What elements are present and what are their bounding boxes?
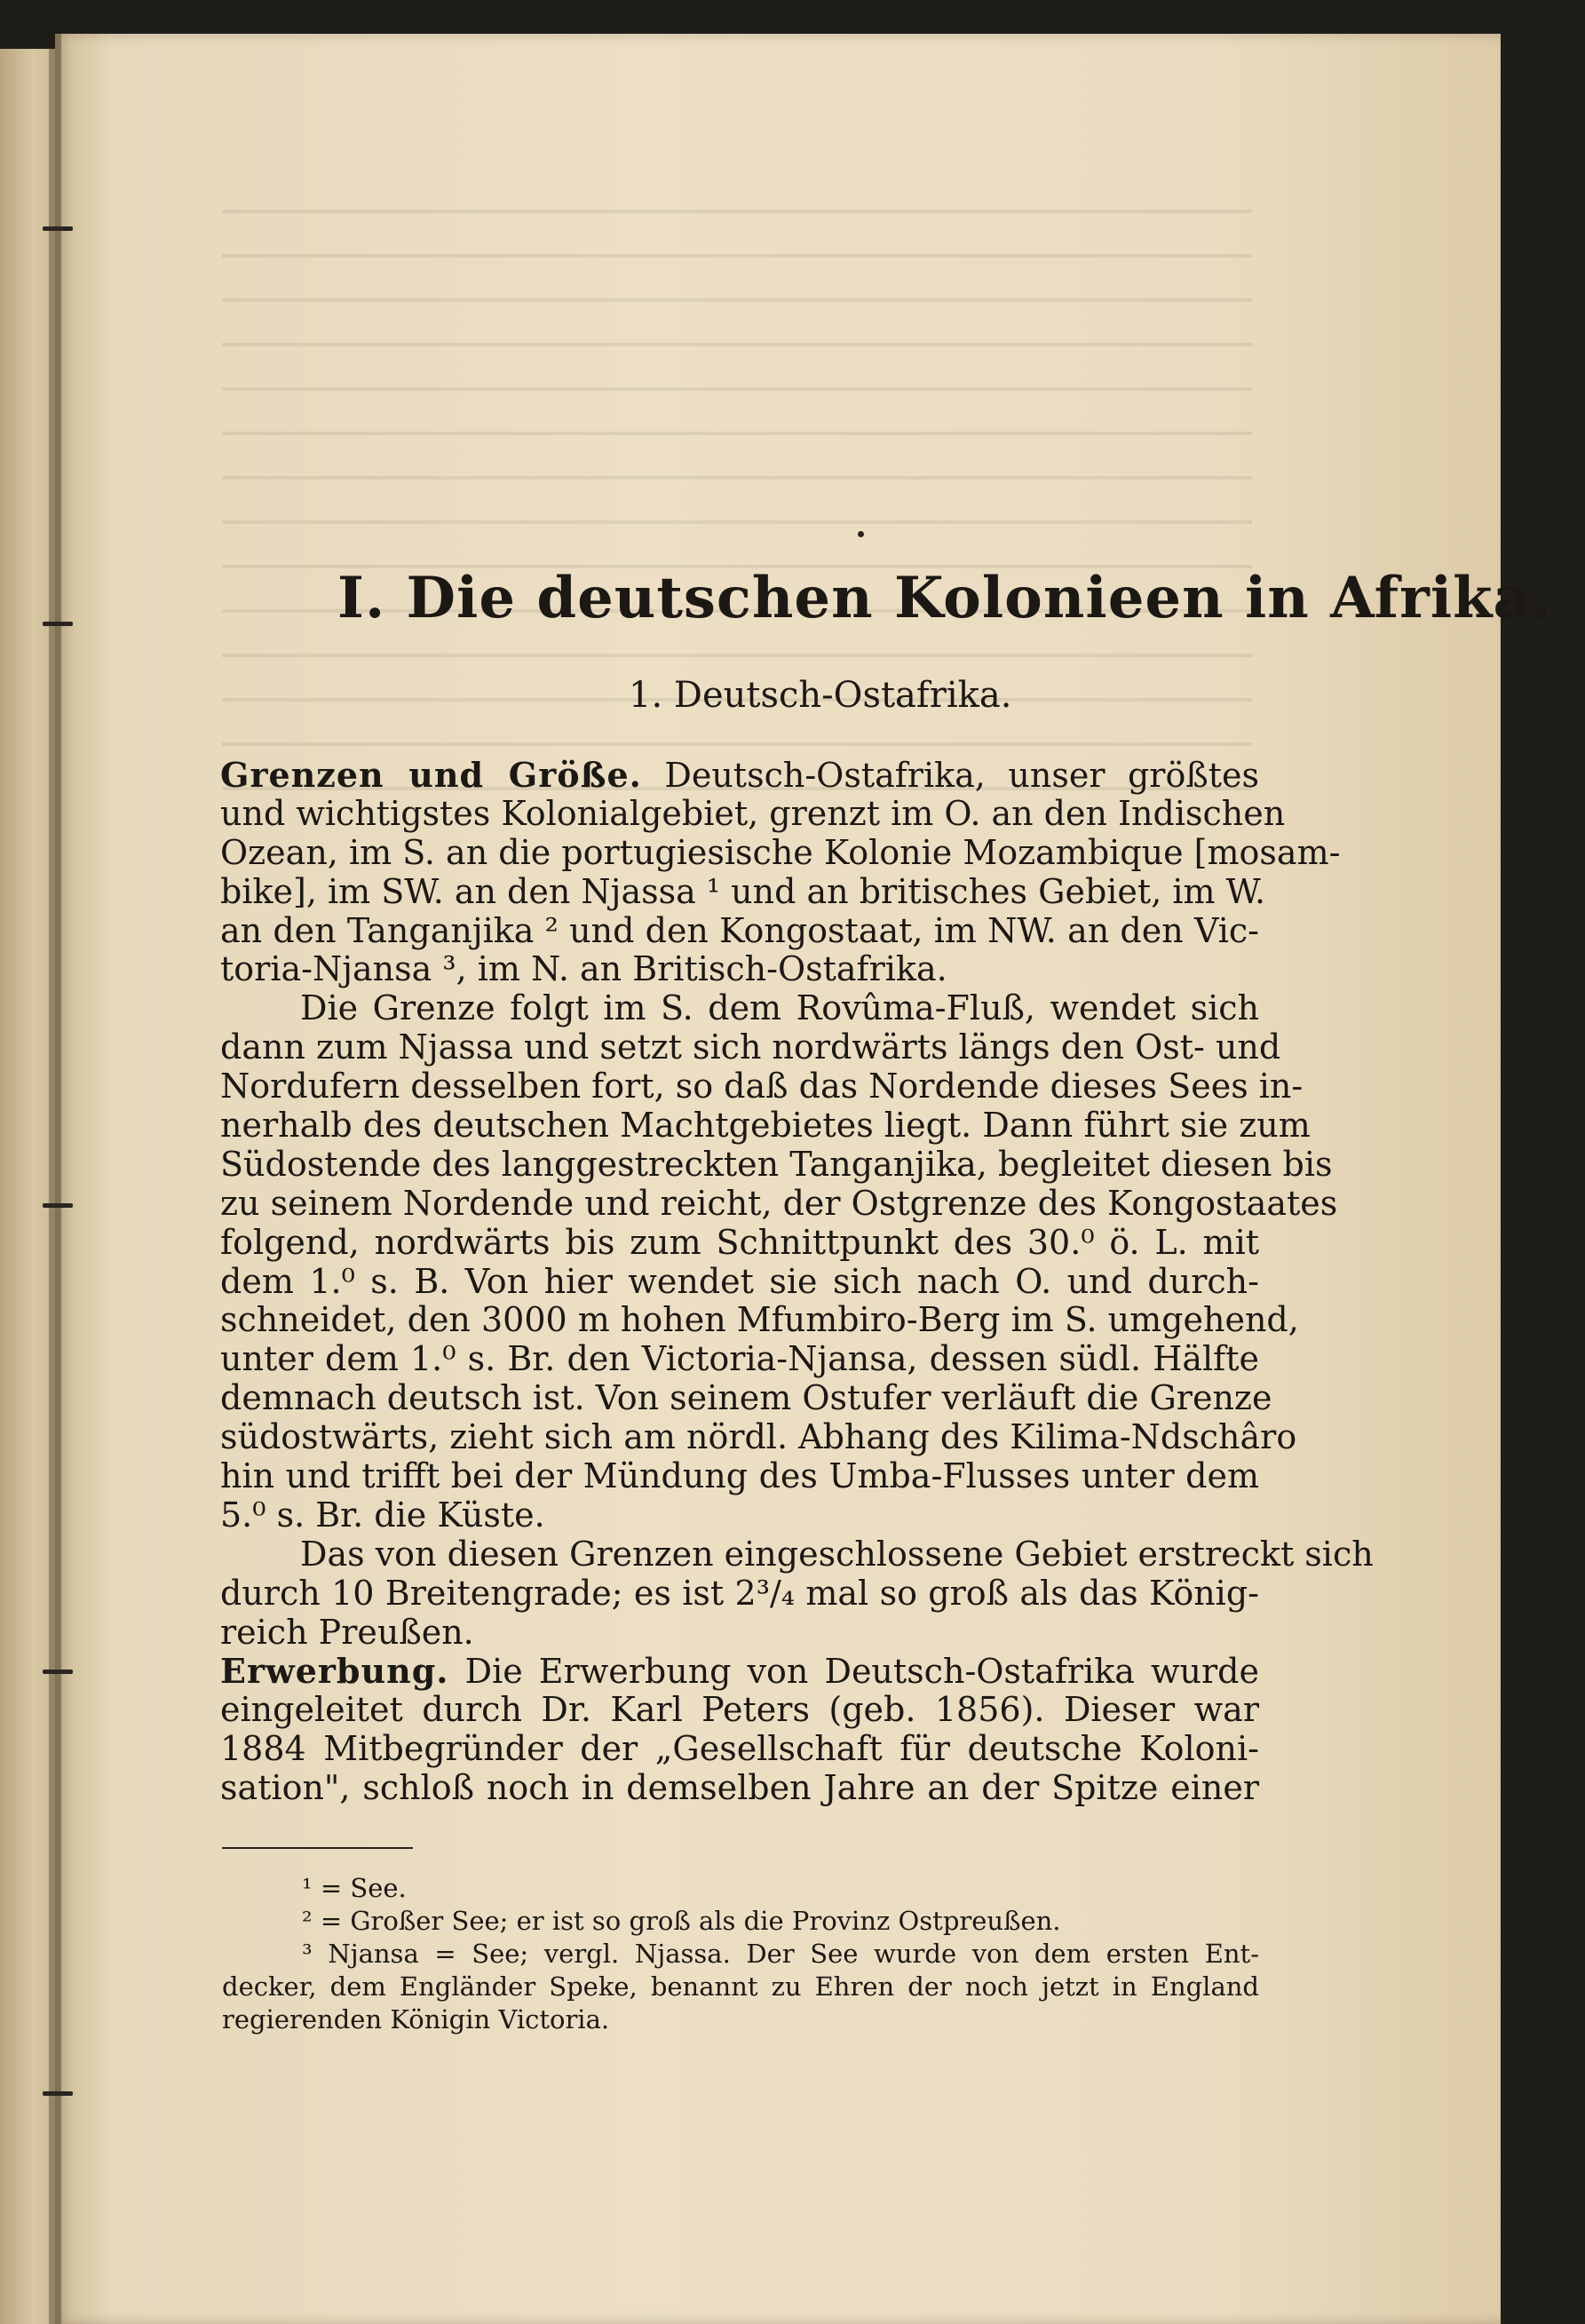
text-line: sation", schloß noch in demselben Jahre an der Spitze einer bbox=[220, 1768, 1259, 1808]
section-heading: Erwerbung. bbox=[220, 1651, 449, 1692]
text-line: Nordufern desselben fort, so daß das Nordende dieses Sees in- bbox=[220, 1067, 1304, 1106]
text-line: südostwärts, zieht sich am nördl. Abhang des Kilima-Ndschâro bbox=[220, 1417, 1297, 1457]
text-line: 1884 Mitbegründer der „Gesellschaft für deutsche Koloni- bbox=[220, 1729, 1259, 1769]
text-line: unter dem 1.⁰ s. Br. den Victoria-Njansa, dessen südl. Hälfte bbox=[220, 1339, 1259, 1379]
text-line: nerhalb des deutschen Machtgebietes liegt. Dann führt sie zum bbox=[220, 1106, 1311, 1146]
text-line: demnach deutsch ist. Von seinem Ostufer verläuft die Grenze bbox=[220, 1378, 1272, 1418]
line-text: Deutsch-Ostafrika, unser größtes bbox=[641, 756, 1259, 795]
section-heading: Grenzen und Größe. bbox=[220, 755, 642, 795]
text-line: Das von diesen Grenzen eingeschlossene Gebiet erstreckt sich bbox=[300, 1534, 1374, 1574]
text-line: folgend, nordwärts bis zum Schnittpunkt des 30.⁰ ö. L. mit bbox=[220, 1222, 1259, 1262]
footnote-1: ¹ = See. bbox=[302, 1873, 407, 1903]
text-line: Ozean, im S. an die portugiesische Kolonie Mozambique [mosam- bbox=[220, 832, 1341, 872]
text-line bbox=[220, 1652, 1259, 1691]
body-text bbox=[220, 755, 1374, 1808]
section-title: 1. Deutsch-Ostafrika. bbox=[629, 675, 1012, 716]
text-line: schneidet, den 3000 m hohen Mfumbiro-Berg im S. umgehend, bbox=[220, 1300, 1299, 1340]
footnote-2: ² = Großer See; er ist so groß als die Provinz Ostpreußen. bbox=[302, 1906, 1061, 1936]
footnote-3-line: decker, dem Engländer Speke, benannt zu Ehren der noch jetzt in England bbox=[222, 1971, 1259, 2002]
footnote-3-line: regierenden Königin Victoria. bbox=[222, 2004, 610, 2034]
text-line: dann zum Njassa und setzt sich nordwärts längs den Ost- und bbox=[220, 1027, 1281, 1067]
text-line: dem 1.⁰ s. B. Von hier wendet sie sich nach O. und durch- bbox=[220, 1261, 1259, 1301]
text-line bbox=[220, 756, 1259, 795]
text-line: zu seinem Nordende und reicht, der Ostgrenze des Kongostaates bbox=[220, 1183, 1338, 1223]
footnotes bbox=[222, 1872, 1259, 2036]
text-line: reich Preußen. bbox=[220, 1612, 474, 1652]
text-line: und wichtigstes Kolonialgebiet, grenzt im O. an den Indischen bbox=[220, 793, 1286, 833]
text-line: toria-Njansa ³, im N. an Britisch-Ostafrika. bbox=[220, 949, 947, 989]
text-line: hin und trifft bei der Mündung des Umba-Flusses unter dem bbox=[220, 1456, 1259, 1496]
text-line: Südostende des langgestreckten Tanganjika, begleitet diesen bis bbox=[220, 1144, 1333, 1184]
text-line: eingeleitet durch Dr. Karl Peters (geb. 1856). Dieser war bbox=[220, 1690, 1259, 1730]
text-line: an den Tanganjika ² und den Kongostaat, im NW. an den Vic- bbox=[220, 910, 1259, 950]
text-line: bike], im SW. an den Njassa ¹ und an britisches Gebiet, im W. bbox=[220, 871, 1266, 911]
footnote-rule bbox=[222, 1847, 413, 1849]
ink-dot bbox=[858, 531, 864, 537]
text-line: 5.⁰ s. Br. die Küste. bbox=[220, 1495, 545, 1535]
line-text: Die Erwerbung von Deutsch-Ostafrika wurde bbox=[448, 1652, 1259, 1692]
chapter-title: I. Die deutschen Kolonieen in Afrika. bbox=[337, 565, 1552, 631]
footnote-3: ³ Njansa = See; vergl. Njassa. Der See wurde von dem ersten Ent- bbox=[302, 1939, 1259, 1969]
text-line: durch 10 Breitengrade; es ist 2³/₄ mal so groß als das König- bbox=[220, 1573, 1259, 1613]
text-line: Die Grenze folgt im S. dem Rovûma-Fluß, wendet sich bbox=[300, 988, 1259, 1028]
